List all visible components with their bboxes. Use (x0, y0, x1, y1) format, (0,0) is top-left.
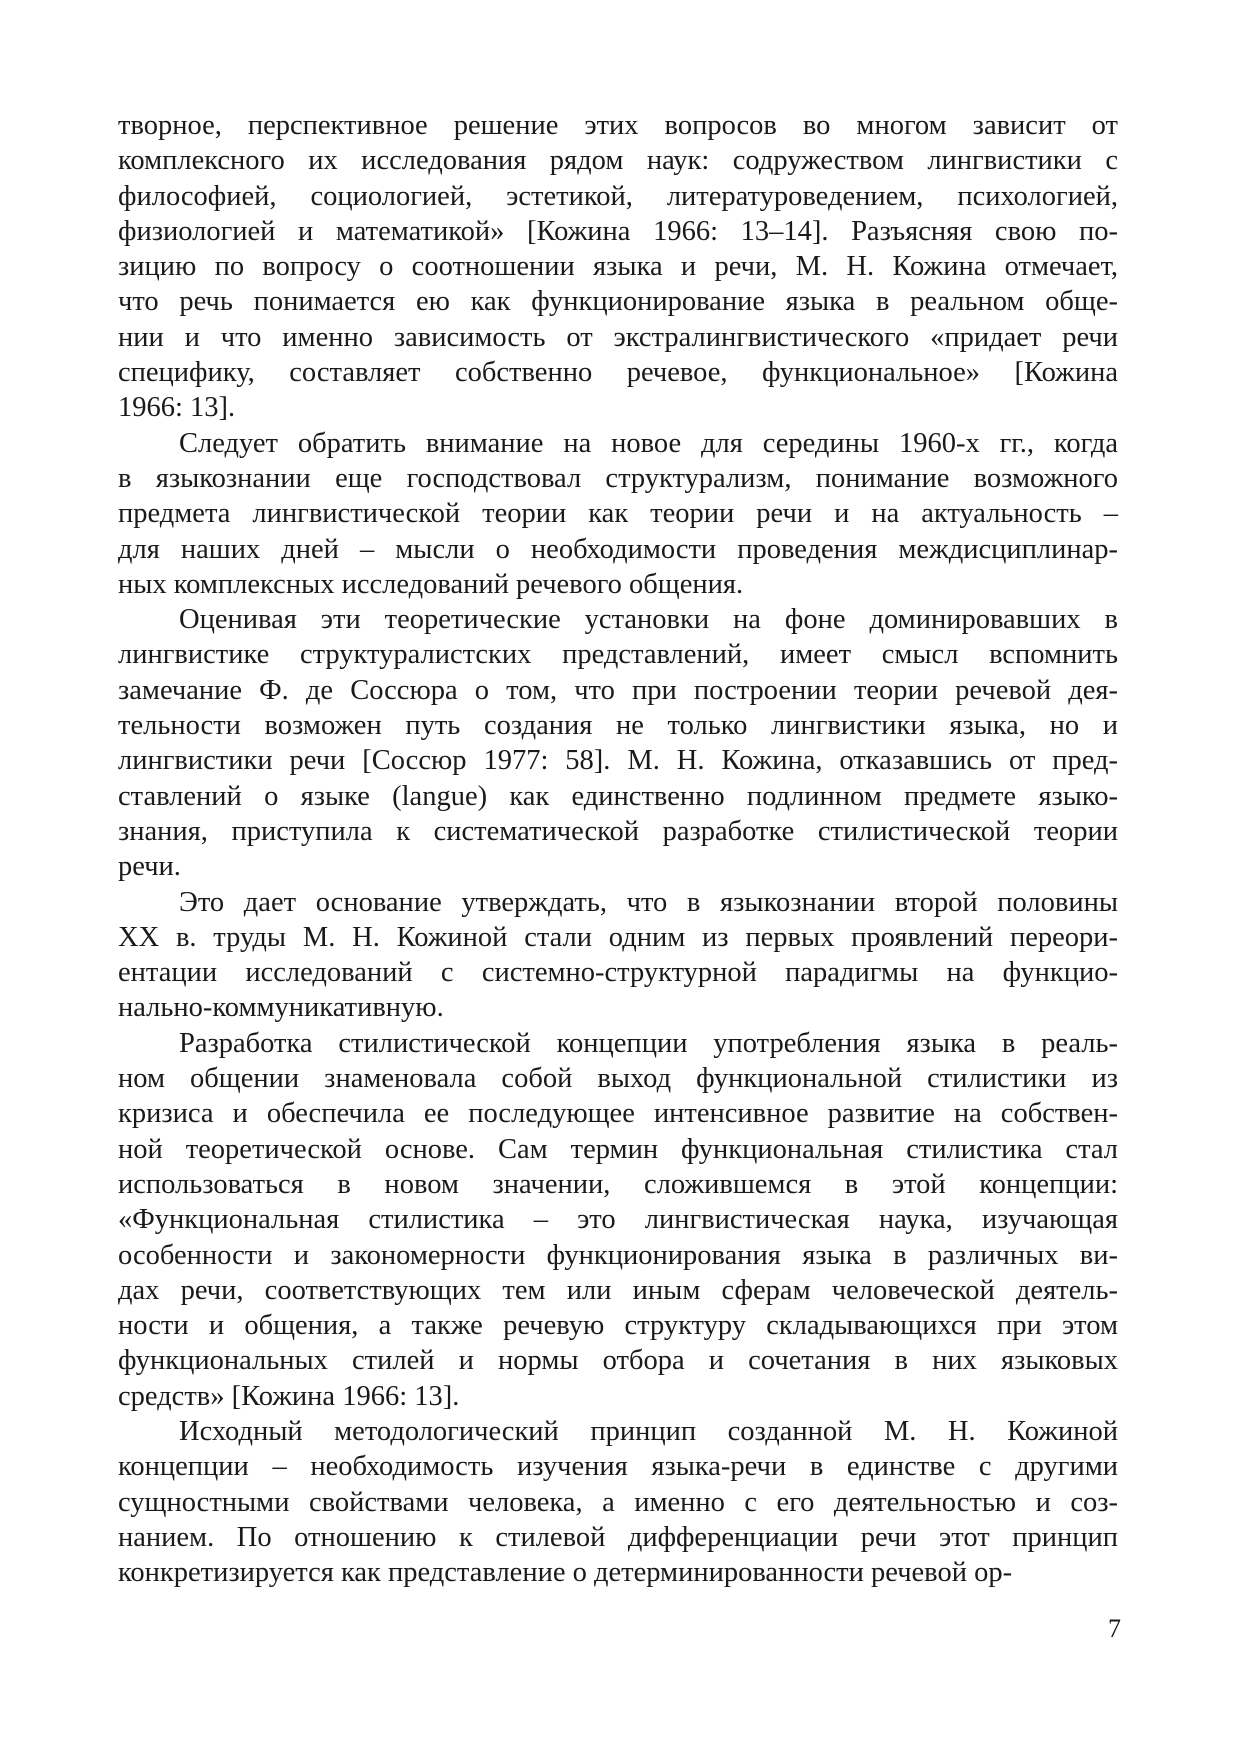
text-line: средств» [Кожина 1966: 13]. (118, 1380, 460, 1412)
text-line: творное, перспективное решение этих вопросов во многом зависит от (118, 110, 1118, 141)
text-line: предмета лингвистической теории как теории речи и на актуальность – (118, 498, 1118, 530)
text-line: ной теоретической основе. Сам термин функциональная стилистика стал (118, 1133, 1118, 1165)
paragraph (118, 1026, 1118, 1414)
text-line: «Функциональная стилистика – это лингвистическая наука, изучающая (118, 1204, 1118, 1236)
text-line: ности и общения, а также речевую структуру складывающихся при этом (118, 1310, 1118, 1342)
text-line: Разработка стилистической концепции употребления языка в реаль- (179, 1027, 1118, 1059)
text-line: ных комплексных исследований речевого общения. (118, 568, 744, 600)
text-line: что речь понимается ею как функционирование языка в реальном обще- (118, 286, 1118, 318)
text-line: Следует обратить внимание на новое для середины 1960-х гг., когда (179, 427, 1118, 459)
text-line: конкретизируется как представление о детерминированности речевой ор- (118, 1557, 1013, 1589)
text-line: для наших дней – мысли о необходимости проведения междисциплинар- (118, 533, 1118, 565)
text-line: ентации исследований с системно-структурной парадигмы на функцио- (118, 957, 1118, 989)
paragraph (118, 426, 1118, 602)
text-line: Исходный методологический принцип созданной М. Н. Кожиной (179, 1415, 1118, 1447)
text-line: нии и что именно зависимость от экстралингвистического «придает речи (118, 321, 1118, 353)
text-line: дах речи, соответствующих тем или иным сферам человеческой деятель- (118, 1274, 1118, 1306)
text-line: философией, социологией, эстетикой, литературоведением, психологией, (118, 180, 1118, 212)
text-line: специфику, составляет собственно речевое, функциональное» [Кожина (118, 357, 1118, 389)
text-line: сущностными свойствами человека, а именно с его деятельностью и соз- (118, 1486, 1118, 1518)
text-line: ном общении знаменовала собой выход функциональной стилистики из (118, 1063, 1118, 1095)
text-line: лингвистике структуралистских представлений, имеет смысл вспомнить (118, 639, 1118, 671)
text-line: функциональных стилей и нормы отбора и сочетания в них языковых (118, 1345, 1118, 1377)
paragraph (118, 602, 1118, 884)
text-line: нально-коммуникативную. (118, 992, 444, 1024)
text-line: особенности и закономерности функционирования языка в различных ви- (118, 1239, 1118, 1271)
text-line: в языкознании еще господствовал структурализм, понимание возможного (118, 462, 1118, 494)
text-line: XX в. труды М. Н. Кожиной стали одним из первых проявлений переори- (118, 921, 1118, 953)
text-line: зицию по вопросу о соотношении языка и речи, М. Н. Кожина отмечает, (118, 251, 1118, 283)
text-line: комплексного их исследования рядом наук: содружеством лингвистики с (118, 145, 1118, 177)
text-line: 1966: 13]. (118, 392, 236, 424)
text-line: Оценивая эти теоретические установки на фоне доминировавших в (179, 604, 1118, 636)
text-line: нанием. По отношению к стилевой дифференциации речи этот принцип (118, 1521, 1118, 1553)
page-number: 7 (1108, 1614, 1121, 1643)
text-line: концепции – необходимость изучения языка-речи в единстве с другими (118, 1451, 1118, 1483)
text-line: кризиса и обеспечила ее последующее интенсивное развитие на собствен- (118, 1098, 1118, 1130)
text-line: замечание Ф. де Соссюра о том, что при построении теории речевой дея- (118, 674, 1118, 706)
paragraph (118, 1414, 1118, 1590)
paragraph (118, 108, 1118, 426)
text-line: физиологией и математикой» [Кожина 1966: 13–14]. Разъясняя свою по- (118, 215, 1118, 247)
text-line: Это дает основание утверждать, что в языкознании второй половины (179, 886, 1118, 918)
text-line: тельности возможен путь создания не только лингвистики языка, но и (118, 710, 1118, 742)
text-line: лингвистики речи [Соссюр 1977: 58]. М. Н. Кожина, отказавшись от пред- (118, 745, 1118, 777)
text-line: ставлений о языке (langue) как единственно подлинном предмете языко- (118, 780, 1118, 812)
body-text (118, 108, 1118, 1590)
text-line: речи. (118, 851, 181, 883)
text-line: использоваться в новом значении, сложившемся в этой концепции: (118, 1168, 1118, 1200)
paragraph (118, 885, 1118, 1026)
text-line: знания, приступила к систематической разработке стилистической теории (118, 815, 1118, 847)
